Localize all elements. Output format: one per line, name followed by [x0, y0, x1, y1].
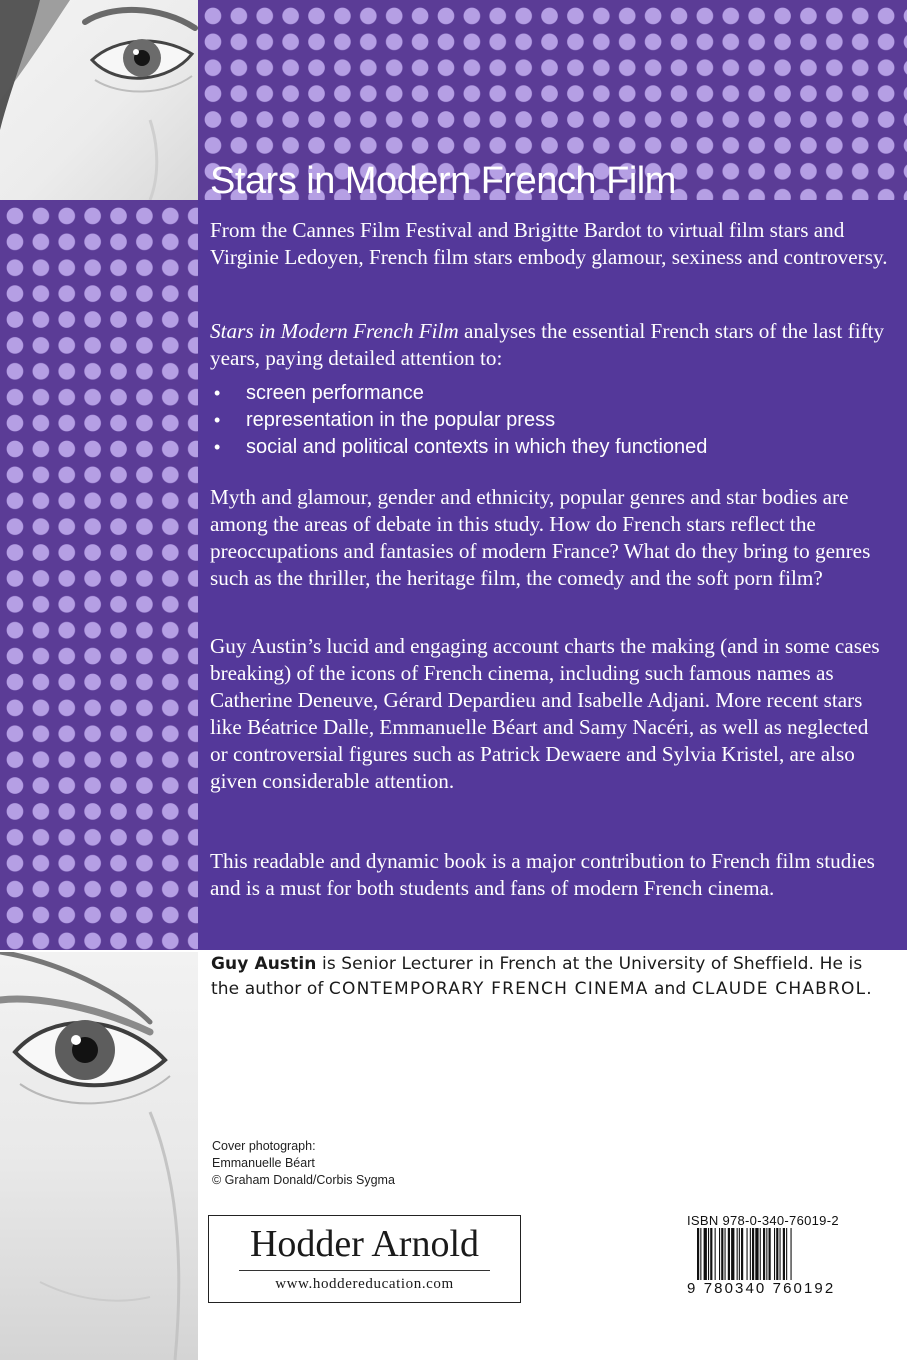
cover-photo-top [0, 0, 198, 200]
publisher-logo [208, 1215, 521, 1303]
cover-photo-bottom [0, 952, 198, 1360]
analysis-text: analyses the essential French stars of the last fifty years, paying detailed attention to: [210, 319, 885, 370]
photo-credit [212, 1138, 395, 1189]
author-name: Guy Austin [211, 954, 317, 974]
author-book-2: CLAUDE CHABROL [691, 979, 867, 999]
author-book-1: CONTEMPORARY FRENCH CINEMA [328, 979, 649, 999]
author-bio-text: . [866, 979, 872, 999]
summary-paragraph: This readable and dynamic book is a major contribution to French film studies and is a must for both students and fans of modern French cinema. [210, 849, 875, 900]
publisher-divider [239, 1270, 490, 1271]
list-item: • screen performance [214, 380, 707, 407]
credit-line: Cover photograph: [212, 1139, 316, 1153]
credit-line: Emmanuelle Béart [212, 1156, 315, 1170]
book-title: Stars in Modern French Film [210, 160, 676, 202]
book-title-italic: Stars in Modern French Film [210, 319, 459, 343]
publisher-url: www.hoddereducation.com [275, 1276, 454, 1292]
author-bio-text: is Senior Lecturer in French at the University of Sheffield. He is the author of [211, 954, 863, 999]
barcode-digits: 9 780340 760192 [687, 1280, 836, 1297]
list-item: • representation in the popular press [214, 407, 707, 434]
account-paragraph: Guy Austin’s lucid and engaging account charts the making (and in some cases breaking) of the icons of French cinema, including such famous names as Catherine Deneuve, Gérard Depardieu and Isabelle Adjani. More recent stars like Béatrice Dalle, Emmanuelle Béart and Samy Nacéri, as well as neglected or controversial figures such as Patrick Dewaere and Sylvia Kristel, are also given considerable attention. [210, 634, 880, 793]
credit-line: © Graham Donald/Corbis Sygma [212, 1173, 395, 1187]
themes-paragraph: Myth and glamour, gender and ethnicity, popular genres and star bodies are among the areas of debate in this study. How do French stars reflect the preoccupations and fantasies of modern France? What do they bring to genres such as the thriller, the heritage film, the comedy and the soft porn film? [210, 485, 871, 590]
publisher-name: Hodder Arnold [249, 1223, 480, 1265]
intro-paragraph: From the Cannes Film Festival and Brigitte Bardot to virtual film stars and Virginie Ledoyen, French film stars embody glamour, sexiness and controversy. [210, 218, 888, 269]
analysis-paragraph [210, 318, 890, 372]
list-item: • social and political contexts in which they functioned [214, 434, 707, 461]
eye-top-image [0, 0, 198, 200]
topics-list [214, 380, 707, 461]
eye-bottom-image [0, 952, 198, 1360]
isbn-label: ISBN 978-0-340-76019-2 [687, 1213, 839, 1228]
author-bio-text: and [648, 979, 692, 999]
author-bio [211, 952, 891, 1002]
dot-pattern-left [0, 200, 198, 950]
